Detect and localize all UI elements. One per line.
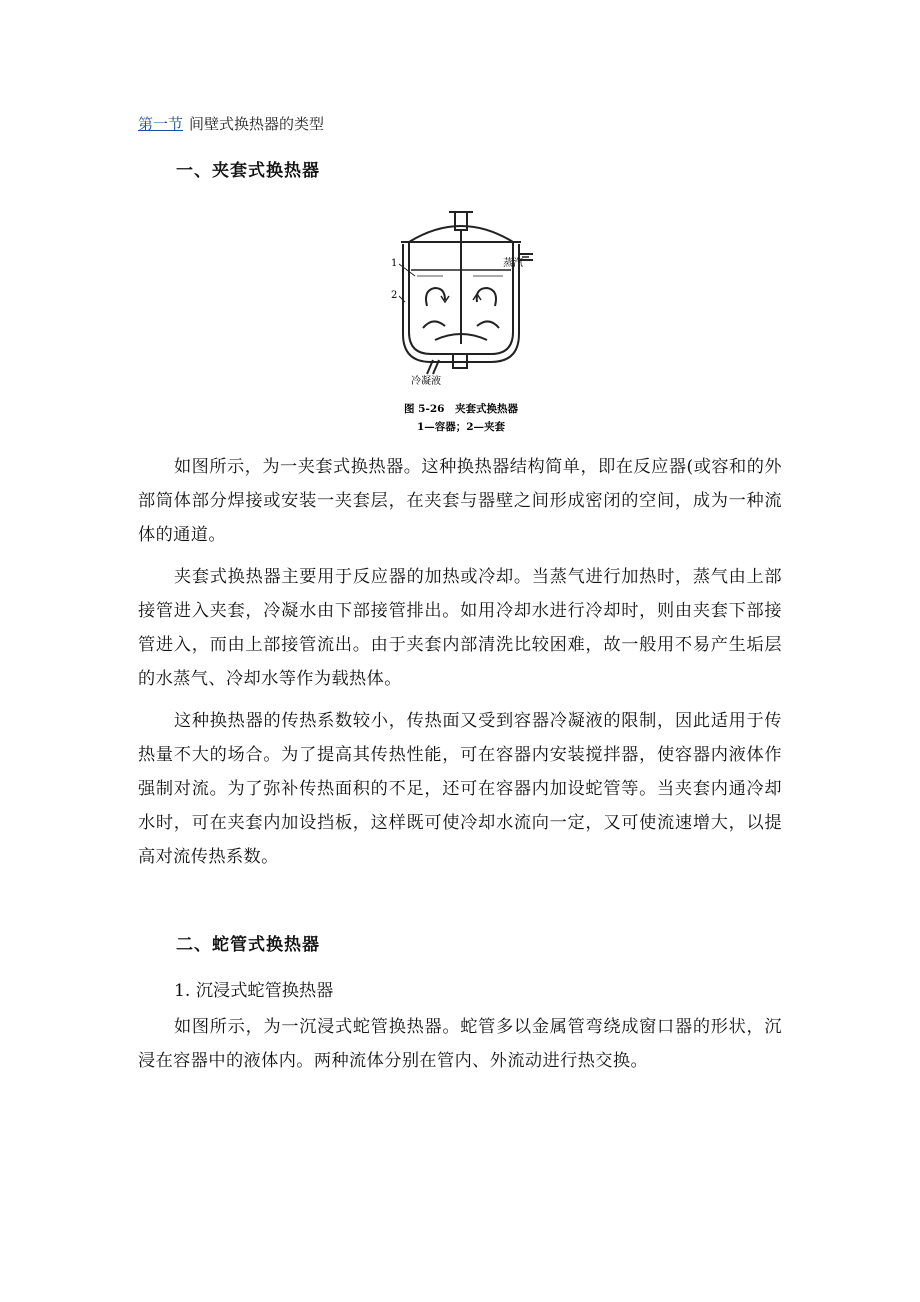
- paragraph: 夹套式换热器主要用于反应器的加热或冷却。当蒸气进行加热时，蒸气由上部接管进入夹套，冷凝水由下部接管排出。如用冷却水进行冷却时，则由夹套下部接管进入，而由上部接管流出。由于夹套内部清洗比较困难，故一般用不易产生垢层的水蒸气、冷却水等作为载热体。: [138, 567, 782, 689]
- steam-label: 蒸汽: [503, 258, 523, 269]
- section-link[interactable]: 第一节: [138, 115, 184, 133]
- figure-caption-line2: 1—容器；2—夹套: [416, 421, 506, 433]
- label-2: 2: [391, 290, 398, 301]
- heading-coil-exchanger: 二、蛇管式换热器: [176, 935, 320, 955]
- heading-jacket-exchanger: 一、夹套式换热器: [176, 161, 320, 181]
- figure-caption-line1: 图 5-26 夹套式换热器: [404, 403, 518, 415]
- paragraph: 如图所示，为一夹套式换热器。这种换热器结构简单，即在反应器(或容和的外部筒体部分焊接或安装一夹套层，在夹套与器壁之间形成密闭的空间，成为一种流体的通道。: [138, 457, 782, 545]
- section-title: 间壁式换热器的类型: [189, 115, 325, 133]
- jacketed-exchanger-figure: [383, 204, 539, 440]
- paragraph: 这种换热器的传热系数较小，传热面又受到容器冷凝液的限制，因此适用于传热量不大的场合。为了提高其传热性能，可在容器内安装搅拌器，使容器内液体作强制对流。为了弥补传热面积的不足，还可在容器内加设蛇管等。当夹套内通冷却水时，可在夹套内加设挡板，这样既可使冷却水流向一定，又可使流速增大，以提高对流传热系数。: [138, 711, 782, 867]
- section-header: [138, 114, 324, 134]
- paragraph: 如图所示，为一沉浸式蛇管换热器。蛇管多以金属管弯绕成窗口器的形状，沉浸在容器中的液体内。两种流体分别在管内、外流动进行热交换。: [138, 1017, 782, 1071]
- subheading-immersed-coil: 1. 沉浸式蛇管换热器: [174, 981, 334, 1001]
- label-1: 1: [391, 258, 398, 269]
- condensate-label: 冷凝液: [411, 376, 441, 387]
